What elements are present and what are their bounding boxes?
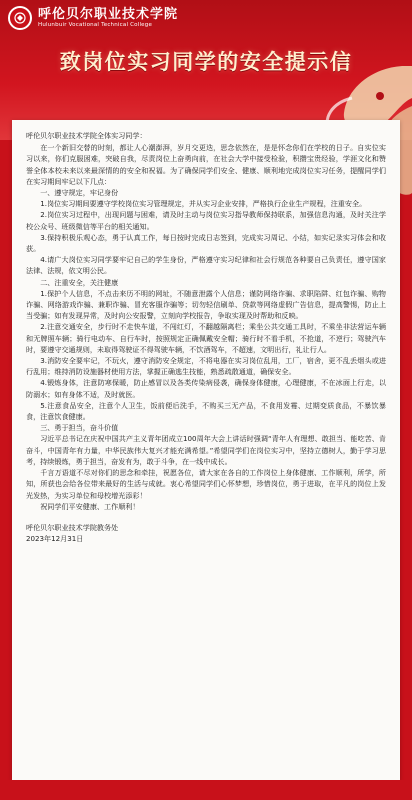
school-name-en: Hulunbuir Vocational Technical College [38, 21, 153, 28]
letter-date: 2023年12月31日 [26, 534, 84, 544]
school-name-cn: 呼伦贝尔职业技术学院 [38, 6, 179, 22]
section-1-item-3: 3.保持积极乐观心态，勇于认真工作，每日按时完成日志签到，完成实习周记、小结，如实记录实习体会和收获。 [26, 232, 386, 254]
section-3-title: 三、勇于担当，奋斗价值 [40, 423, 119, 433]
section-2-item-1: 1.保护个人信息，不点击来历不明的网址，不随意泄露个人信息；谨防网络诈骗、求职陷阱、红包诈骗、购物诈骗、网络游戏诈骗、兼职诈骗、冒充客服诈骗等；切勿轻信刷单、贷款等网络虚假广告信息，提高警惕，防止上当受骗；如有发现异常，及时向公安报警，立刻向学校报告，争取实现及时帮助和反映。 [26, 288, 386, 321]
section-1-title: 一、遵守规定，牢记身份 [40, 188, 119, 198]
footer-background [0, 780, 412, 800]
letter-body [12, 120, 400, 780]
section-1-item-2: 2.岗位实习过程中，出现问题与困难，请及时主动与岗位实习指导教师保持联系，加强信息沟通，及时关注学校公众号、班级微信等平台的相关通知。 [26, 210, 386, 231]
section-2-item-4: 4.锻炼身体，注意防寒保暖，防止感冒以及各类传染病侵袭，确保身体健康，心理健康，不在冰面上行走，以防溺水；如有身体不适，及时就医。 [26, 378, 386, 399]
section-2-item-5: 5.注意食品安全，注意个人卫生，饭前便后洗手，不购买三无产品，不食用发霉、过期变质食品，不暴饮暴食，注意饮食健康。 [26, 400, 386, 422]
section-1-item-4: 4.请广大岗位实习同学要牢记自己的学生身份，严格遵守实习纪律和社会行规范各种要自己负责任，遵守国家法律、法规，依文明公民。 [26, 255, 386, 276]
letter-closing: 祝同学们平安健康、工作顺利！ [40, 501, 140, 511]
section-2-item-3: 3.消防安全要牢记，不玩火，遵守消防安全规定，不将电器在实习岗位乱用，工厂，宿舍，更不乱丢烟头或进行乱用；维持消防设施器材使用方法，掌握正确逃生技能，熟悉疏散通道，确保安全。 [26, 356, 386, 377]
section-2-title: 二、注重安全，关注健康 [40, 277, 119, 287]
section-1-item-1: 1.岗位实习期间要遵守学校岗位实习管理规定，并从实习企业安排，严格执行企业生产规程，注重安全。 [40, 199, 367, 209]
section-2-item-2: 2.注意交通安全，步行时不走快车道，不闯红灯，不翻越隔离栏；乘坐公共交通工具时，不乘坐非法营运车辆和无牌照车辆；骑行电动车、自行车时，按照规定正确佩戴安全帽；骑行时不看手机，不抢道，不逆行；驾驶汽车时，要遵守交通规则，未取得驾驶证不得驾驶车辆，不饮酒驾车，不超速，文明出行，礼让行人。 [26, 322, 386, 354]
school-seal-icon [8, 6, 32, 30]
school-logo [8, 6, 178, 30]
letter-intro: 在一个新旧交替的时刻，都让人心潮澎湃，岁月交更迭，思念依然在，是是怀念你们在学校的日子。自实位实习以来，你们克服困难，突破自我，尽责岗位上奋勇向前，在社会大学中接受检验，积攒宝贵经验，学涯文化和赞誉全体本校未来以来最深情的的安全和祝福。为了确保同学们安全、健康、顺利地完成岗位实习任务，提醒同学们在实习期间牢记以下几点： [26, 143, 386, 186]
section-3-paragraph-2: 千言万语道不尽对你们的思念和牵挂，祝愿各位，请大家在各自的工作岗位上身体健康、工作顺利，所学，所知，所获也会给各位带来最好的生活与成就。衷心希望同学们心怀梦想，珍惜岗位，勇于进取，在平凡的岗位上发光发热，为实习单位和母校增光添彩！ [26, 468, 386, 500]
letter-salutation: 呼伦贝尔职业技术学院全体实习同学： [26, 131, 147, 140]
section-3-paragraph-1: 习近平总书记在庆祝中国共产主义青年团成立100周年大会上讲话时强调“青年人有理想、敢担当、能吃苦、肯奋斗，中国青年有力量，中华民族伟大复兴才能充满希望。”希望同学们在岗位实习中，坚持立德树人，勤于学习思考，持续锻炼，勇于担当，奋发有为，敢于斗争，在一线中成长。 [26, 434, 386, 466]
page-title: 致岗位实习同学的安全提示信 [59, 50, 353, 74]
letter-signature: 呼伦贝尔职业技术学院教务处 [26, 522, 119, 532]
